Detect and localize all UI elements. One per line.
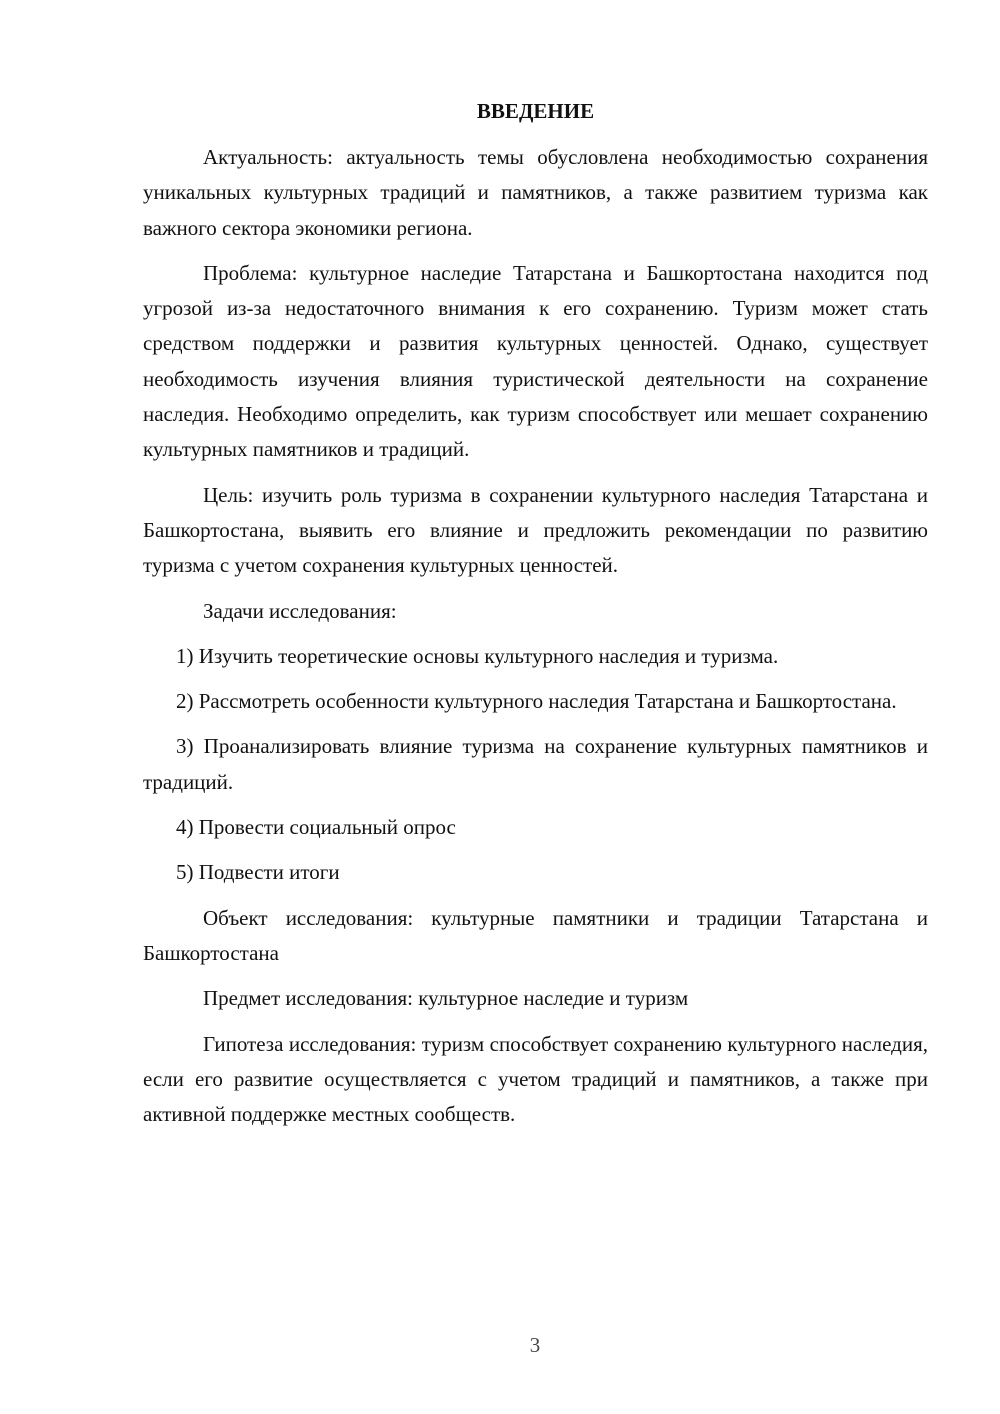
paragraph-relevance: Актуальность: актуальность темы обусловлена необходимостью сохранения уникальных культурных традиций и памятников, а также развитием туризма как важного сектора экономики региона.: [143, 145, 928, 240]
task-item: 4) Провести социальный опрос: [176, 815, 456, 840]
section-heading: ВВЕДЕНИЕ: [476, 99, 595, 123]
paragraph-subject: Предмет исследования: культурное наследие и туризм: [203, 986, 689, 1011]
document-page: [143, 96, 928, 1142]
paragraph-object: Объект исследования: культурные памятники и традиции Татарстана и Башкортостана: [143, 905, 928, 965]
page-number: 3: [529, 1333, 541, 1357]
paragraph-problem: Проблема: культурное наследие Татарстана и Башкортостана находится под угрозой из-за недостаточного внимания к его сохранению. Туризм может стать средством поддержки и развития культурных ценностей. Однако, существует необходимость изучения влияния туристической деятельности на сохранение наследия. Необходимо определить, как туризм способствует или мешает сохранению культурных памятников и традиций.: [143, 260, 928, 462]
task-item: 5) Подвести итоги: [176, 860, 340, 885]
paragraph-tasks-title: Задачи исследования:: [203, 598, 397, 623]
task-item: 2) Рассмотреть особенности культурного наследия Татарстана и Башкортостана.: [176, 689, 897, 714]
task-item: 1) Изучить теоретические основы культурного наследия и туризма.: [176, 643, 779, 668]
paragraph-hypothesis: Гипотеза исследования: туризм способствует сохранению культурного наследия, если его развитие осуществляется с учетом традиций и памятников, а также при активной поддержке местных сообществ.: [143, 1031, 928, 1127]
task-item: 3) Проанализировать влияние туризма на сохранение культурных памятников и традиций.: [143, 734, 928, 794]
paragraph-goal: Цель: изучить роль туризма в сохранении культурного наследия Татарстана и Башкортостана, выявить его влияние и предложить рекомендации по развитию туризма с учетом сохранения культурных ценностей.: [143, 482, 928, 578]
